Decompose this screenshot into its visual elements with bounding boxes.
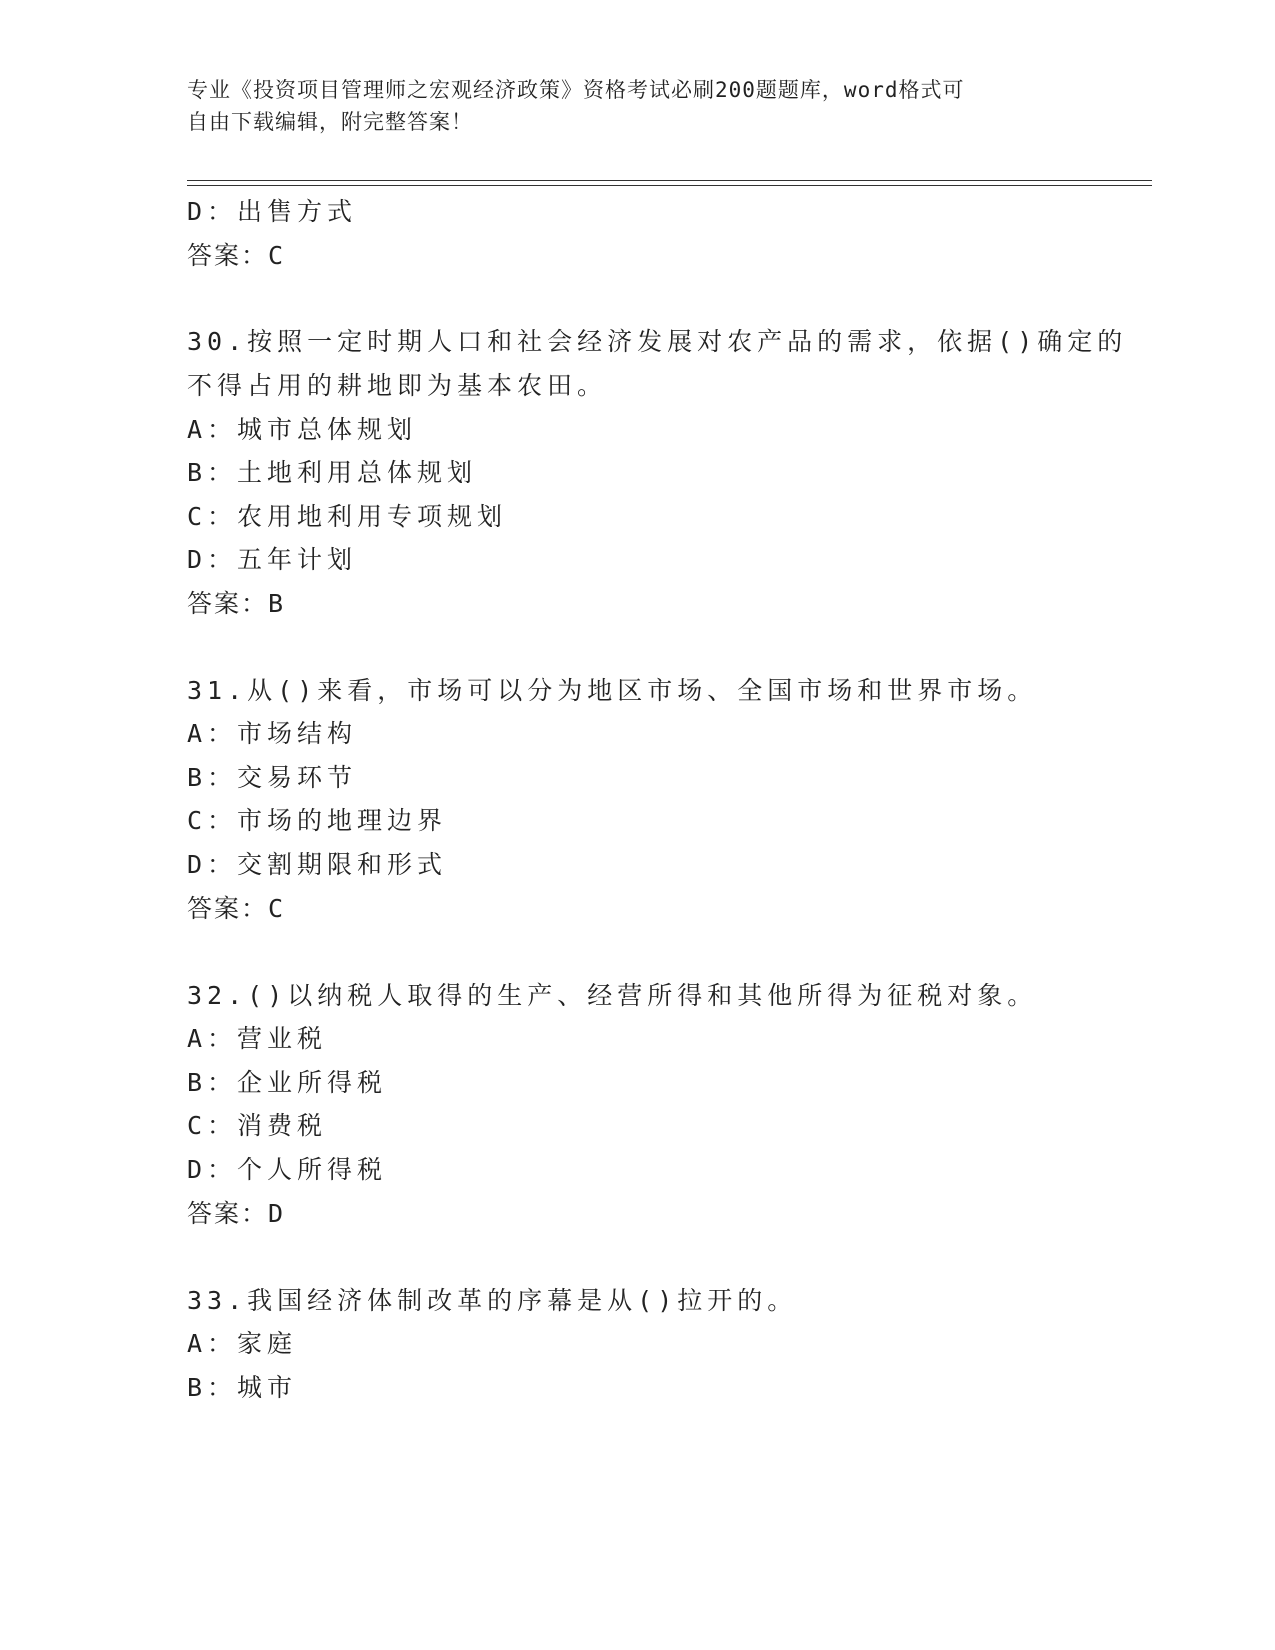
q32-option-b: B：企业所得税 [187,1068,388,1097]
q30-stem-line-1: 30.按照一定时期人口和社会经济发展对农产品的需求，依据()确定的 [187,327,1128,356]
q32-option-a: A：营业税 [187,1024,328,1053]
q33-option-b: B：城市 [187,1373,298,1402]
q31-option-a: A：市场结构 [187,719,358,748]
q30-stem-line-2: 不得占用的耕地即为基本农田。 [187,371,608,400]
q33-option-a: A：家庭 [187,1329,298,1358]
prev-option-d: D：出售方式 [187,197,358,226]
header-divider-bottom [187,185,1152,186]
header-line-1: 专业《投资项目管理师之宏观经济政策》资格考试必刷200题题库，word格式可 [187,78,965,102]
document-header [187,74,1067,138]
q32-option-c: C：消费税 [187,1111,328,1140]
prev-answer: 答案：C [187,241,286,270]
q32-stem-line-1: 32.()以纳税人取得的生产、经营所得和其他所得为征税对象。 [187,981,1038,1010]
q30-option-a: A：城市总体规划 [187,415,418,444]
q31-option-c: C：市场的地理边界 [187,806,448,835]
q32-answer: 答案：D [187,1199,286,1228]
q30-option-c: C：农用地利用专项规划 [187,502,508,531]
q30-option-b: B：土地利用总体规划 [187,458,478,487]
q31-answer: 答案：C [187,894,286,923]
header-divider-top [187,180,1152,181]
q31-option-d: D：交割期限和形式 [187,850,448,879]
q30-option-d: D：五年计划 [187,545,358,574]
header-line-2: 自由下载编辑，附完整答案！ [187,110,473,134]
q31-option-b: B：交易环节 [187,763,358,792]
q30-answer: 答案：B [187,589,286,618]
q32-option-d: D：个人所得税 [187,1155,388,1184]
q33-stem-line-1: 33.我国经济体制改革的序幕是从()拉开的。 [187,1286,798,1315]
q31-stem-line-1: 31.从()来看，市场可以分为地区市场、全国市场和世界市场。 [187,676,1038,705]
